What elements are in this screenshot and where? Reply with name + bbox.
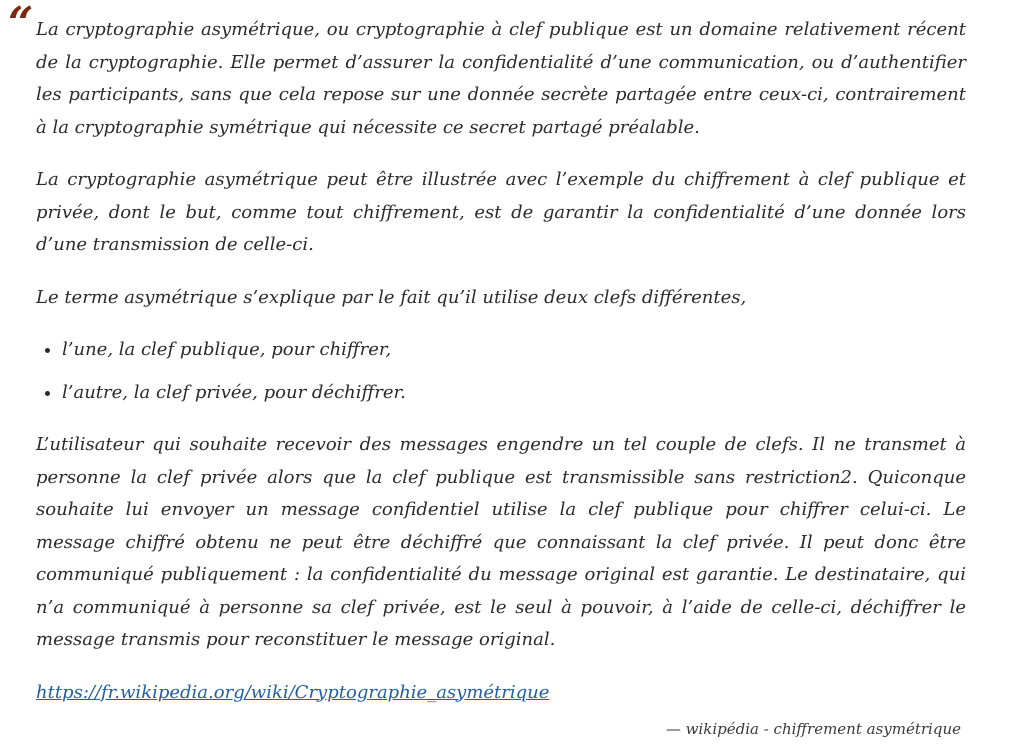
key-list-item-private: • l’autre, la clef privée, pour déchiffrer. [62,377,966,410]
blockquote-body [36,14,966,729]
quote-mark-icon: “ [8,0,34,49]
key-list-item-public: • l’une, la clef publique, pour chiffrer, [62,334,966,367]
quote-paragraph-1: La cryptographie asymétrique, ou cryptographie à clef publique est un domaine relativement récent de la cryptographie. Elle permet d’assurer la confidentialité d’une communication, ou d’authentifier les participants, sans que cela repose sur une donnée secrète partagée entre ceux-ci, contrairement à la cryptographie symétrique qui nécessite ce secret partagé préalable. [36,19,966,138]
quote-paragraph-3: Le terme asymétrique s’explique par le fait qu’il utilise deux clefs différentes, [36,286,747,308]
quote-attribution: — wikipédia - chiffrement asymétrique [665,720,961,738]
quote-paragraph-2: La cryptographie asymétrique peut être illustrée avec l’exemple du chiffrement à clef publique et privée, dont le but, comme tout chiffrement, est de garantir la confidentialité d’une donnée lors d’une transmission de celle-ci. [36,169,966,255]
source-link-paragraph [36,677,966,710]
quote-paragraph-4: L’utilisateur qui souhaite recevoir des messages engendre un tel couple de clefs. Il ne transmet à personne la clef privée alors que la clef publique est transmissible sans restriction2. Quiconque souhaite lui envoyer un message confidentiel utilise la clef publique pour chiffrer celui-ci. Le message chiffré obtenu ne peut être déchiffré que connaissant la clef privée. Il peut donc être communiqué publiquement : la confidentialité du message original est garantie. Le destinataire, qui n’a communiqué à personne sa clef privée, est le seul à pouvoir, à l’aide de celle-ci, déchiffrer le message transmis pour reconstituer le message original. [36,434,966,650]
source-link[interactable]: https://fr.wikipedia.org/wiki/Cryptographie_asymétrique [36,681,550,703]
key-list [36,334,966,409]
